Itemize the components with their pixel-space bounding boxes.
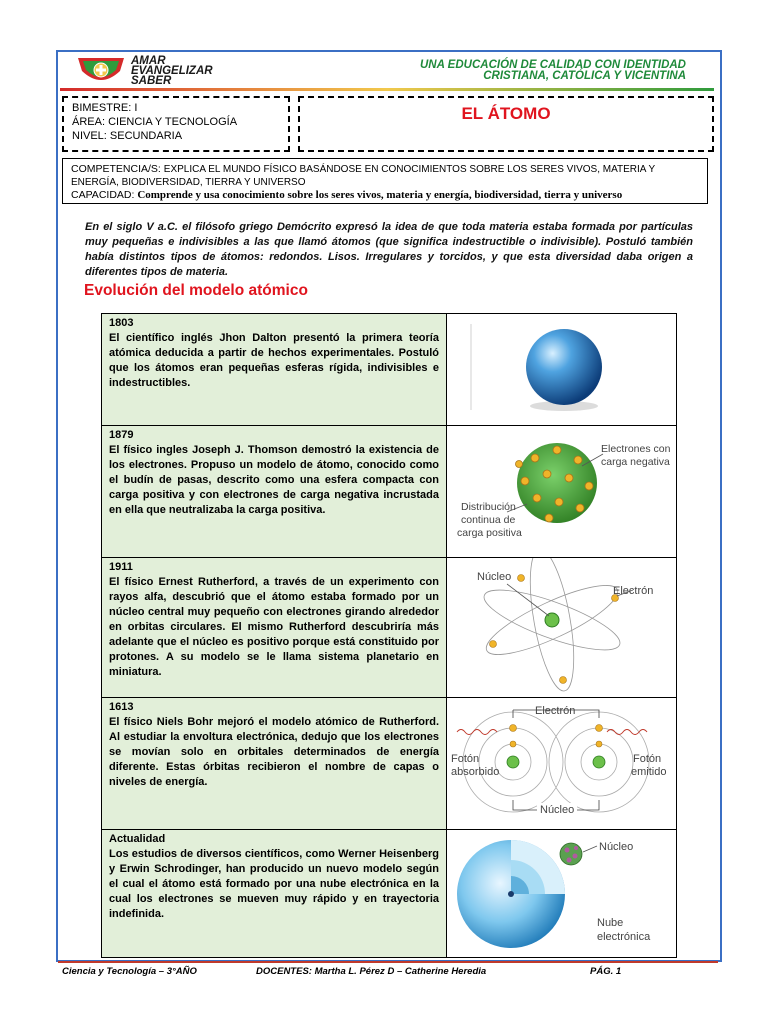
model-year: 1911 [109,561,133,573]
label-distribution: continua de [461,514,516,526]
model-description [102,698,447,830]
slogan-line: EVANGELIZAR [131,65,213,77]
bohr-model-figure [447,698,676,824]
label-distribution: carga positiva [457,527,522,539]
model-year: 1879 [109,429,134,441]
intro-paragraph: En el siglo V a.C. el filósofo griego Demócrito expresó la idea de que toda materia estaba formada por partículas muy pequeñas e indivisibles a las que llamó átomos (que significa indestructible o indivisible). Postuló también había distintos tipos de átomos: redondos. Lisos. Irregulares y torcidos, y que esta diversidad daba origen a diferentes tipos de materia. [85,221,693,278]
capacidad-text [71,189,699,202]
label-photon-emitted: emitido [631,766,667,778]
label-electron-cloud: Nube [597,917,624,929]
footer-course: Ciencia y Tecnología – 3°AÑO [62,966,197,977]
model-description [102,558,447,698]
model-figure-cell [447,830,677,958]
bimestre-text: BIMESTRE: I [72,102,138,114]
table-row [102,314,677,426]
motto-line: CRISTIANA, CATÓLICA Y VICENTINA [483,70,686,82]
motto-line: UNA EDUCACIÓN DE CALIDAD CON IDENTIDAD [420,59,686,71]
school-slogan [131,56,213,86]
rutherford-model-figure [447,558,676,692]
table-row [102,830,677,958]
label-distribution: Distribución [461,501,516,513]
label-nucleus: Núcleo [477,571,512,583]
label-electron: Electrón [613,585,654,597]
model-description [102,426,447,558]
model-text: El físico Niels Bohr mejoró el modelo atómico de Rutherford. Al estudiar la envoltura electrónica, dedujo que los electrones se movían solo en orbitales determinados de energía diferente. Estas órbitas recibieron el nombre de capas o niveles de energía. [109,716,439,788]
model-year: 1803 [109,317,134,329]
label-photon-absorbed: absorbido [451,766,500,778]
label-electrons: Electrones con [601,443,671,455]
header-divider [60,88,714,91]
label-electron: Electrón [535,705,576,717]
model-text: El físico ingles Joseph J. Thomson demostró la existencia de los electrones. Propuso un modelo de átomo, conocido como el budín de pasas, descrito como una esfera compacta con carga positiva y con electrones de carga negativa incrustada en ella que neutralizaba la carga positiva. [109,444,439,516]
title-box [298,96,714,152]
label-nucleus: Núcleo [540,804,575,816]
model-year: 1613 [109,701,134,713]
model-figure-cell [447,314,677,426]
page-title: EL ÁTOMO [461,104,551,123]
competencia-body: EXPLICA EL MUNDO FÍSICO BASÁNDOSE EN CONOCIMIENTOS SOBRE LOS SERES VIVOS, MATERIA Y ENERGÍA, BIODIVERSIDAD, TIERRA Y UNIVERSO [71,164,656,188]
model-description [102,314,447,426]
slogan-line: AMAR [131,55,166,67]
label-photon-emitted: Fotón [633,753,662,765]
model-figure-cell [447,698,677,830]
competencia-text [71,163,699,189]
footer-page: PÁG. 1 [590,966,622,977]
school-motto [356,60,686,82]
nivel-text: NIVEL: SECUNDARIA [72,130,183,142]
section-title: Evolución del modelo atómico [84,282,308,299]
competencia-box [62,158,708,204]
model-figure-cell [447,426,677,558]
label-nucleus: Núcleo [599,841,634,853]
capacidad-body: Comprende y usa conocimiento sobre los seres vivos, materia y energía, biodiversidad, tierra y universo [137,189,623,201]
model-year: Actualidad [109,833,166,845]
label-photon-absorbed: Fotón [451,753,480,765]
sphere-shape [526,329,602,405]
competencia-label: COMPETENCIA/S: [71,163,161,175]
footer-divider [58,961,718,963]
model-description [102,830,447,958]
capacidad-label: CAPACIDAD: [71,189,135,201]
table-row [102,558,677,698]
dalton-sphere-figure [447,314,676,420]
model-figure-cell [447,558,677,698]
course-info-box [62,96,290,152]
table-row [102,698,677,830]
atomic-model-table [101,313,677,958]
area-text: ÁREA: CIENCIA Y TECNOLOGÍA [72,116,238,128]
thomson-model-figure [447,426,676,552]
school-logo [76,55,126,87]
table-row [102,426,677,558]
label-electron-cloud: electrónica [597,931,651,943]
footer-teachers: DOCENTES: Martha L. Pérez D – Catherine Heredia [256,966,487,977]
model-text: El físico Ernest Rutherford, a través de un experimento con rayos alfa, descubrió que el átomo estaba formado por un núcleo central muy pequeño con electrones girando alrededor en orbitas circulares. El mismo Rutherford descubriría más adelante que el núcleo es positivo porque está constituido por protones. A su modelo se le llama sistema planetario en miniatura. [109,576,439,678]
slogan-line: SABER [131,75,172,87]
model-text: Los estudios de diversos científicos, como Werner Heisenberg y Erwin Schrodinger, han producido un nuevo modelo según el cual el átomo está formado por una nube electrónica en la cual los electrones se mueven muy rápido y en trayectoria indefinida. [109,848,439,920]
model-text: El científico inglés Jhon Dalton presentó la primera teoría atómica deducida a partir de hechos experimentales. Postuló que los átomos eran pequeñas esferas rígida, indivisibles e indestructibles. [109,332,439,389]
quantum-model-figure [447,830,676,952]
label-electrons: carga negativa [601,456,670,468]
